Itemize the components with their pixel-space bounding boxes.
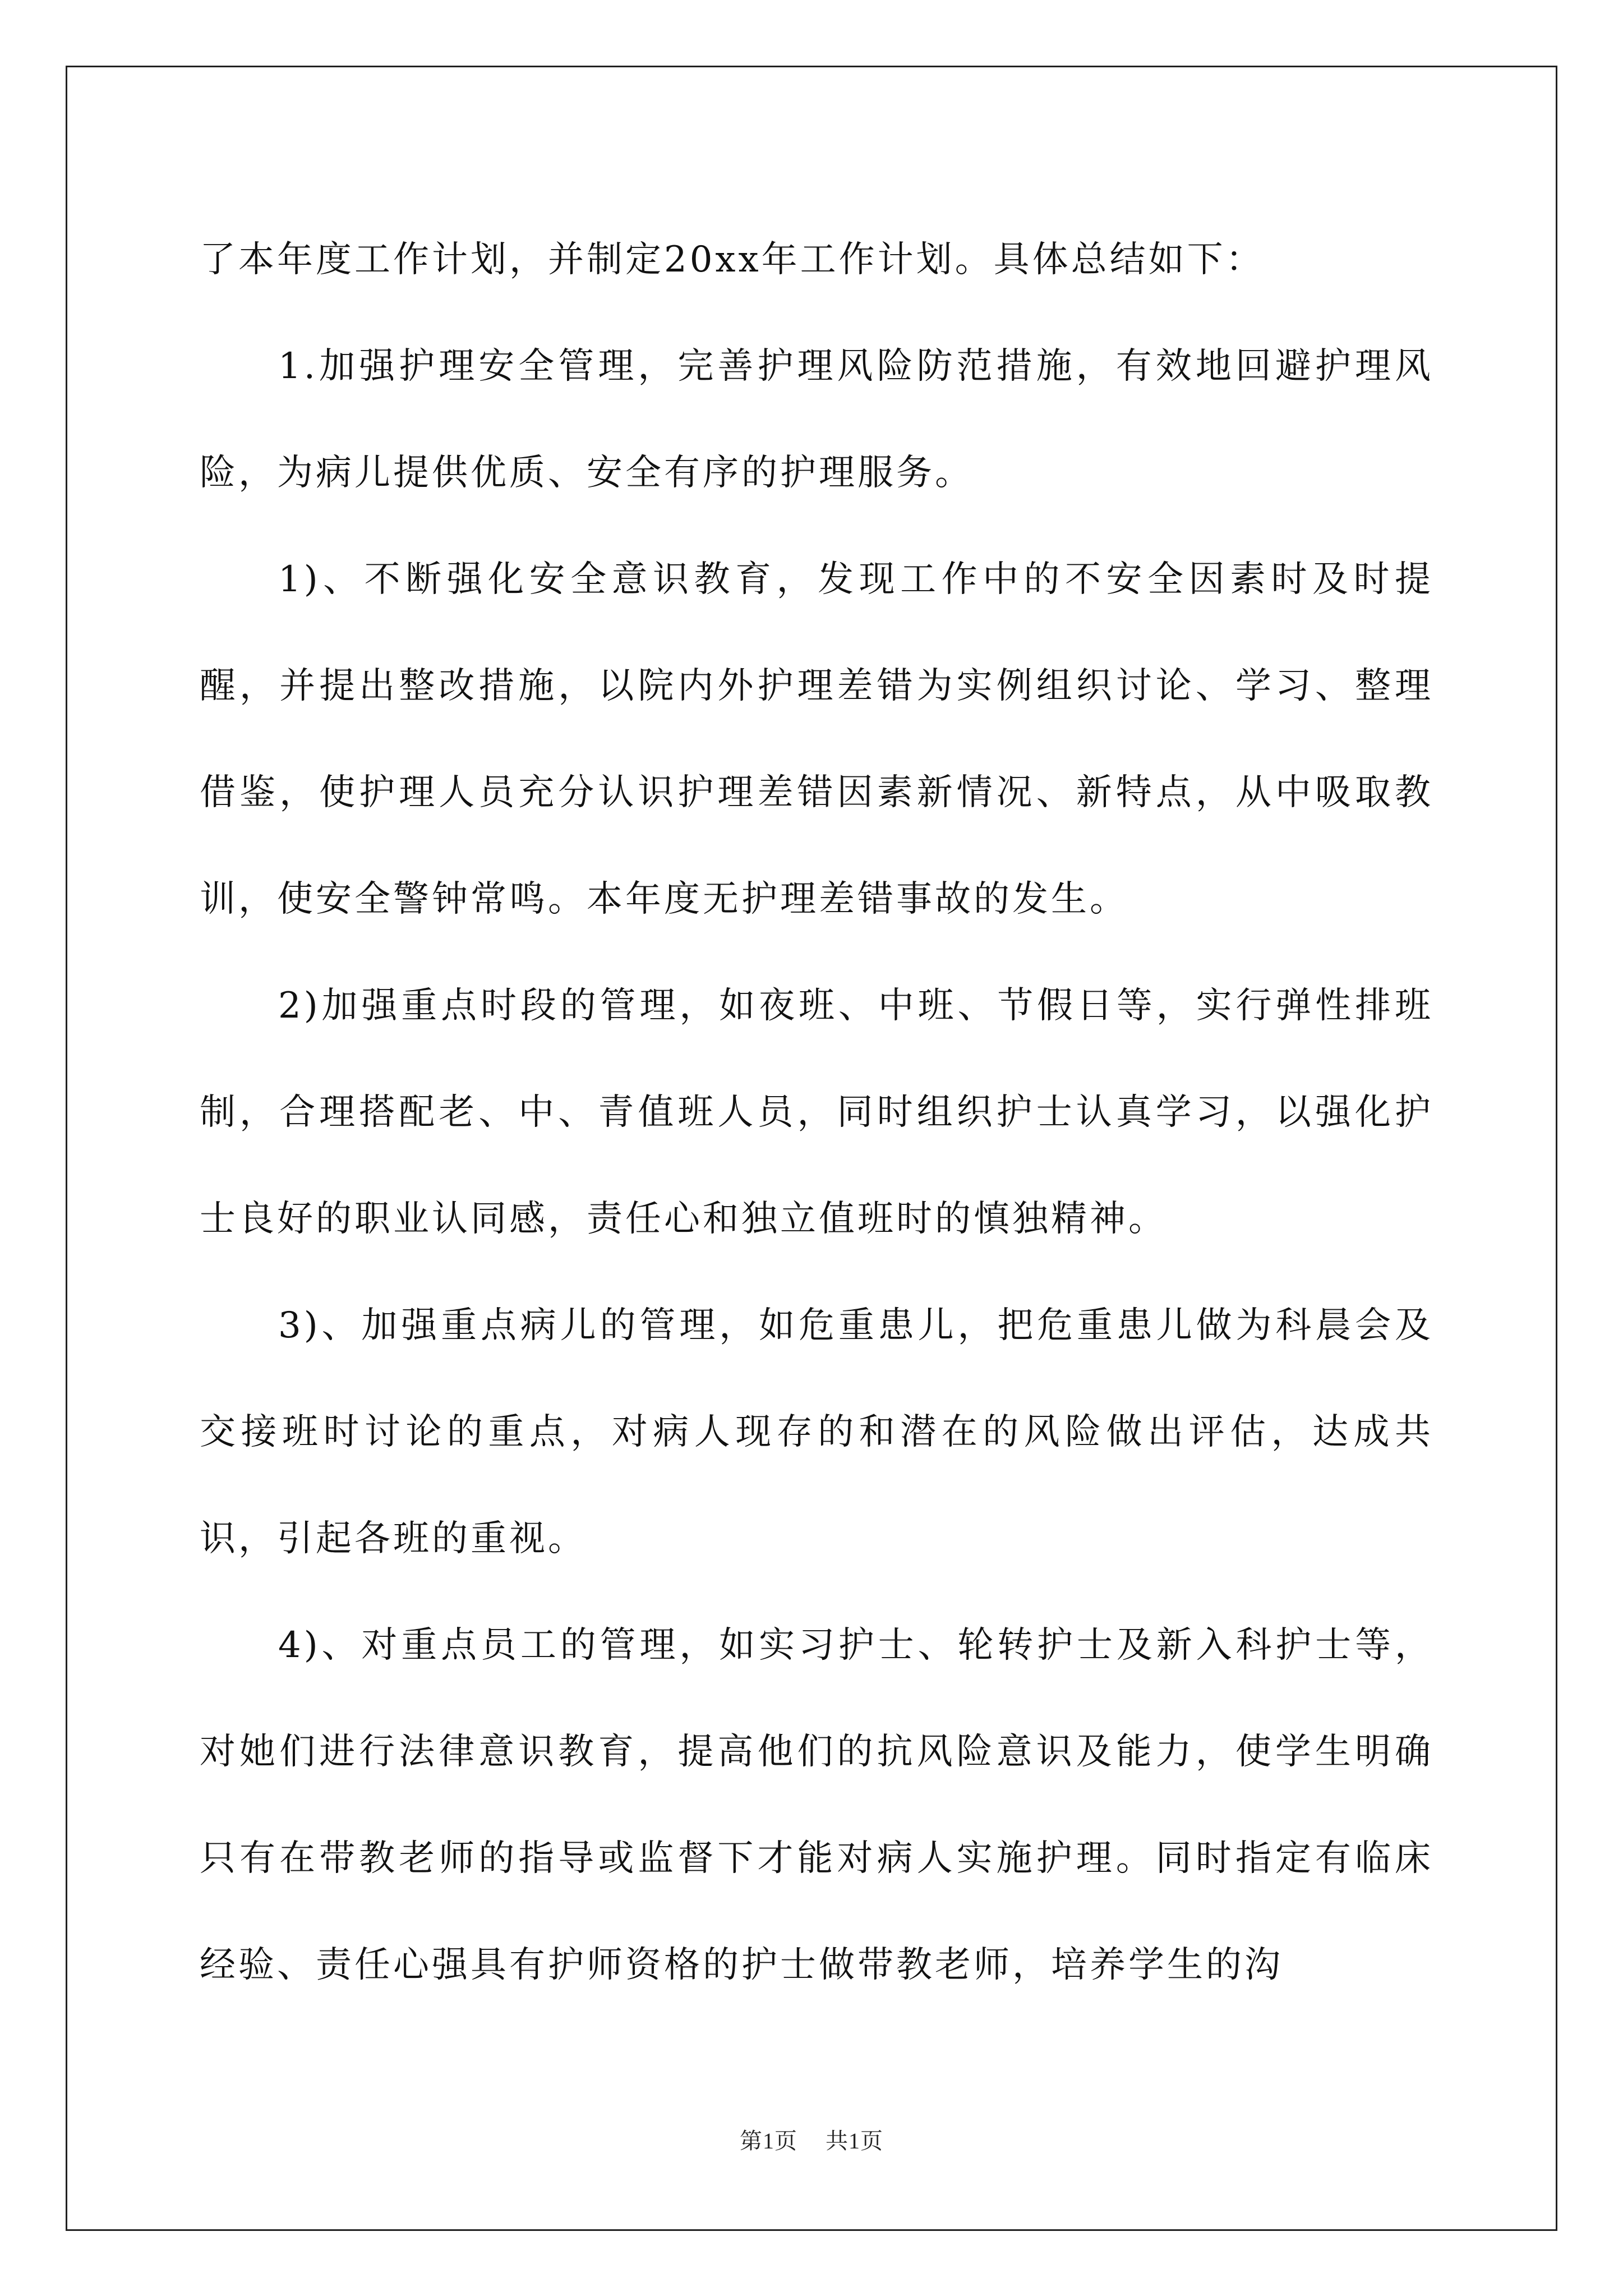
page-number-total: 共1页 <box>826 2128 883 2154</box>
paragraph-item-1: 1.加强护理安全管理，完善护理风险防范措施，有效地回避护理风险，为病儿提供优质、安全有序的护理服务。 <box>200 346 1433 494</box>
paragraph-subitem-1: 1)、不断强化安全意识教育，发现工作中的不安全因素时及时提醒，并提出整改措施，以院内外护理差错为实例组织讨论、学习、整理借鉴，使护理人员充分认识护理差错因素新情况、新特点，从中吸取教训，使安全警钟常鸣。本年度无护理差错事故的发生。 <box>200 559 1433 920</box>
page-footer <box>0 2123 1623 2155</box>
paragraph-subitem-2: 2)加强重点时段的管理，如夜班、中班、节假日等，实行弹性排班制，合理搭配老、中、青值班人员，同时组织护士认真学习，以强化护士良好的职业认同感，责任心和独立值班时的慎独精神。 <box>200 985 1433 1240</box>
paragraph-subitem-3: 3)、加强重点病儿的管理，如危重患儿，把危重患儿做为科晨会及交接班时讨论的重点，对病人现存的和潜在的风险做出评估，达成共识，引起各班的重视。 <box>200 1305 1433 1559</box>
document-body <box>200 206 1433 2018</box>
paragraph-intro: 了本年度工作计划，并制定20xx年工作计划。具体总结如下： <box>200 239 1265 280</box>
paragraph-subitem-4: 4)、对重点员工的管理，如实习护士、轮转护士及新入科护士等，对她们进行法律意识教育，提高他们的抗风险意识及能力，使学生明确只有在带教老师的指导或监督下才能对病人实施护理。同时指定有临床经验、责任心强具有护师资格的护士做带教老师，培养学生的沟 <box>200 1625 1433 1986</box>
page-number-current: 第1页 <box>740 2128 797 2154</box>
